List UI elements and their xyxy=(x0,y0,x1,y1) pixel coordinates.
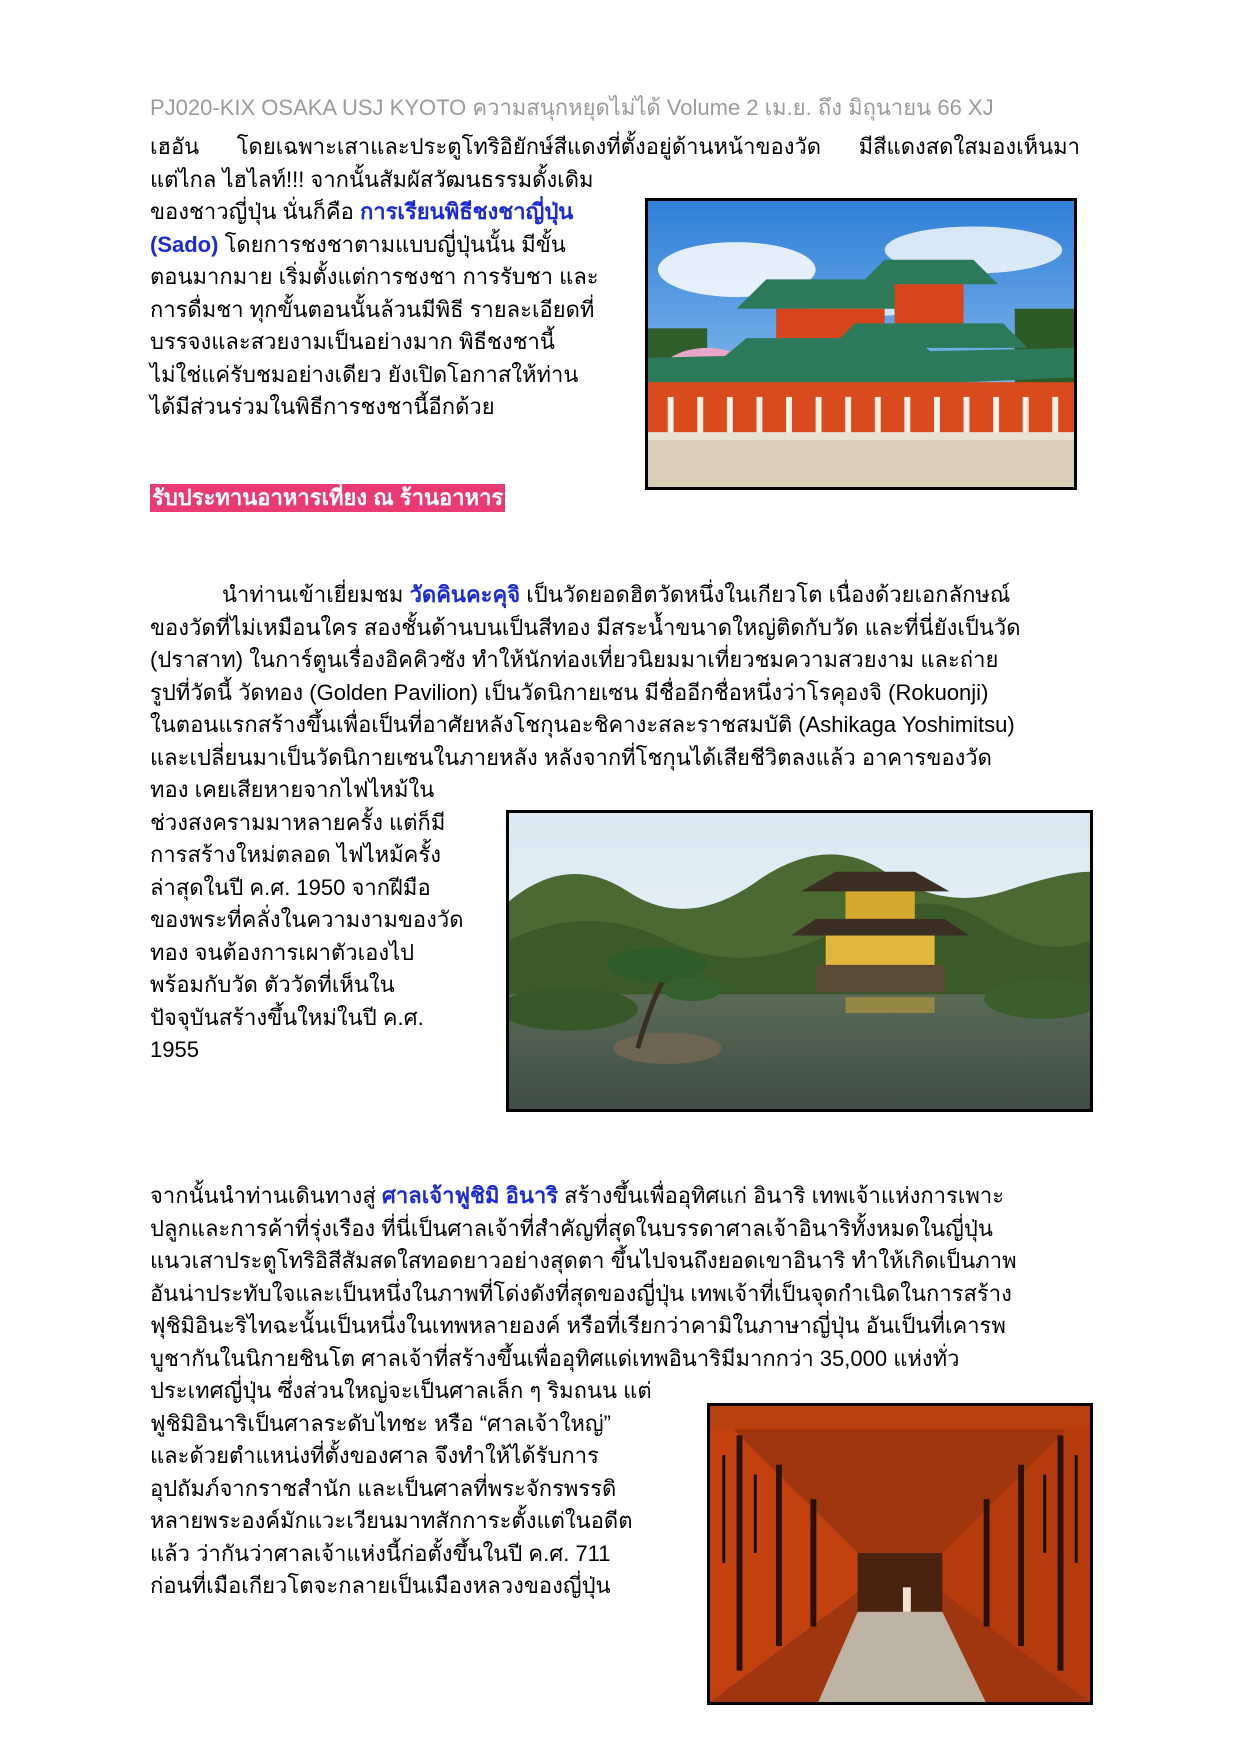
tea-ceremony-highlight: การเรียนพิธีชงชาญี่ปุ่น xyxy=(359,199,574,224)
text-line: หลายพระองค์มักแวะเวียนมาทสักการะตั้งแต่ในอดีต xyxy=(150,1508,633,1533)
text-line: แต่ไกล ไฮไลท์!!! จากนั้นสัมผัสวัฒนธรรมดั้งเดิม xyxy=(150,166,594,192)
text-line xyxy=(150,229,620,262)
text-line: แนวเสาประตูโทริอิสีสัมสดใสทอดยาวอย่างสุดตา ขึ้นไปจนถึงยอดเขาอินาริ ทำให้เกิดเป็นภาพ xyxy=(150,1248,1017,1273)
text-line: เฮอัน โดยเฉพาะเสาและประตูโทริอิยักษ์สีแดงที่ตั้งอยู่ด้านหน้าของวัด มีสีแดงสดใสมองเห็นมา xyxy=(150,134,1080,159)
text-line: อุปถัมภ์จากราชสำนัก และเป็นศาลที่พระจักรพรรดิ xyxy=(150,1475,617,1501)
kinkakuji-illustration xyxy=(509,813,1090,1109)
kinkakuji-highlight: วัดคินคะคุจิ xyxy=(409,582,521,607)
text-line: ฟูชิมิอินาริเป็นศาลระดับไทชะ หรือ “ศาลเจ้าใหญ่” xyxy=(150,1410,611,1436)
text-plain: โดยการชงชาตามแบบญี่ปุ่นนั้น มีขั้น xyxy=(218,231,566,257)
text-line: บรรจงและสวยงามเป็นอย่างมาก พิธีชงชานี้ xyxy=(150,329,555,354)
text-line xyxy=(150,1180,1080,1213)
text-line: ฟุชิมิอินะริไทฉะนั้นเป็นหนึ่งในเทพหลายองค์ หรือที่เรียกว่าคามิในภาษาญี่ปุ่น อันเป็นที่เคารพ xyxy=(150,1313,1006,1338)
text-line: ของวัดที่ไม่เหมือนใคร สองชั้นด้านบนเป็นสีทอง มีสระน้ำขนาดใหญ่ติดกับวัด และที่นี่ยังเป็นวัด xyxy=(150,614,1021,640)
text-line xyxy=(150,579,1080,612)
section-tea-ceremony xyxy=(150,196,620,424)
text-plain: เป็นวัดยอดฮิตวัดหนึ่งในเกียวโต เนื่องด้วยเอกลักษณ์ xyxy=(520,582,1011,607)
text-line: รูปที่วัดนี้ วัดทอง (Golden Pavilion) เป็นวัดนิกายเซน มีชื่ออีกชื่อหนึ่งว่าโรคุองจิ (Rokuonji) xyxy=(150,679,989,705)
sado-highlight: (Sado) xyxy=(150,231,219,257)
text-line: อันน่าประทับใจและเป็นหนึ่งในภาพที่โด่งดังที่สุดของญี่ปุ่น เทพเจ้าที่เป็นจุดกำเนิดในการสร้าง xyxy=(150,1280,1012,1306)
text-line: แล้ว ว่ากันว่าศาลเจ้าแห่งนี้ก่อตั้งขึ้นในปี ค.ศ. 711 xyxy=(150,1540,611,1566)
text-line: (ปราสาท) ในการ์ตูนเรื่องอิคคิวซัง ทำให้นักท่องเที่ยวนิยมมาเที่ยวชมความสวยงาม และถ่าย xyxy=(150,647,999,672)
heian-shrine-photo xyxy=(645,198,1077,490)
text-line: ล่าสุดในปี ค.ศ. 1950 จากฝีมือ xyxy=(150,874,431,900)
text-line: บูชากันในนิกายชินโต ศาลเจ้าที่สร้างขึ้นเพื่ออุทิศแด่เทพอินาริมีมากกว่า 35,000 แห่งทั่ว xyxy=(150,1345,960,1371)
text-plain: ของชาวญี่ปุ่น นั่นก็คือ xyxy=(150,199,360,224)
text-line: 1955 xyxy=(150,1037,199,1062)
text-line: การสร้างใหม่ตลอด ไฟไหม้ครั้ง xyxy=(150,842,441,867)
fushimi-inari-torii-photo xyxy=(707,1403,1093,1705)
text-plain: จากนั้นนำท่านเดินทางสู่ xyxy=(150,1183,382,1208)
text-line: และเปลี่ยนมาเป็นวัดนิกายเซนในภายหลัง หลังจากที่โชกุนได้เสียชีวิตลงแล้ว อาคารของวัด xyxy=(150,744,992,770)
kinkakuji-photo xyxy=(506,810,1093,1112)
text-line: ทอง จนต้องการเผาตัวเองไป xyxy=(150,939,415,965)
section-heian-tea xyxy=(150,131,1080,196)
text-line: ได้มีส่วนร่วมในพิธีการชงชานี้อีกด้วย xyxy=(150,394,495,419)
text-line: ประเทศญี่ปุ่น ซึ่งส่วนใหญ่จะเป็นศาลเล็ก ๆ ริมถนน แต่ xyxy=(150,1378,652,1403)
text-line: ก่อนที่เมือเกียวโตจะกลายเป็นเมืองหลวงของญี่ปุ่น xyxy=(150,1573,611,1598)
heian-shrine-illustration xyxy=(648,201,1074,487)
text-plain: สร้างขึ้นเพื่ออุทิศแก่ อินาริ เทพเจ้าแห่งการเพาะ xyxy=(558,1183,1005,1208)
fushimi-inari-highlight: ศาลเจ้าฟูชิมิ อินาริ xyxy=(381,1183,559,1208)
text-line: ไม่ใช่แค่รับชมอย่างเดียว ยังเปิดโอกาสให้ท่าน xyxy=(150,361,579,387)
text-line: ตอนมากมาย เริ่มตั้งแต่การชงชา การรับชา และ xyxy=(150,264,599,289)
text-plain: นำท่านเข้าเยี่ยมชม xyxy=(222,582,410,607)
text-line: ในตอนแรกสร้างขึ้นเพื่อเป็นที่อาศัยหลังโชกุนอะชิคางะสละราชสมบัติ (Ashikaga Yoshimitsu) xyxy=(150,712,1015,737)
text-line: ปลูกและการค้าที่รุ่งเรือง ที่นี่เป็นศาลเจ้าที่สำคัญที่สุดในบรรดาศาลเจ้าอินาริทั้งหมดในญี่ปุ่น xyxy=(150,1215,993,1241)
text-line: ทอง เคยเสียหายจากไฟไหม้ใน xyxy=(150,777,435,802)
fushimi-inari-illustration xyxy=(710,1406,1090,1702)
text-line: และด้วยตำแหน่งที่ตั้งของศาล จึงทำให้ได้รับการ xyxy=(150,1443,599,1468)
text-line: พร้อมกับวัด ตัววัดที่เห็นใน xyxy=(150,972,395,997)
page-header: PJ020-KIX OSAKA USJ KYOTO ความสนุกหยุดไม่ได้ Volume 2 เม.ย. ถึง มิถุนายน 66 XJ xyxy=(150,95,994,120)
text-line: ช่วงสงครามมาหลายครั้ง แต่ก็มี xyxy=(150,809,446,835)
text-line: ปัจจุบันสร้างขึ้นใหม่ในปี ค.ศ. xyxy=(150,1004,424,1030)
text-line: ของพระที่คลั่งในความงามของวัด xyxy=(150,907,464,932)
lunch-banner: รับประทานอาหารเที่ยง ณ ร้านอาหาร xyxy=(152,485,504,510)
text-line xyxy=(150,196,620,229)
text-line: การดื่มชา ทุกขั้นตอนนั้นล้วนมีพิธี รายละเอียดที่ xyxy=(150,296,595,322)
